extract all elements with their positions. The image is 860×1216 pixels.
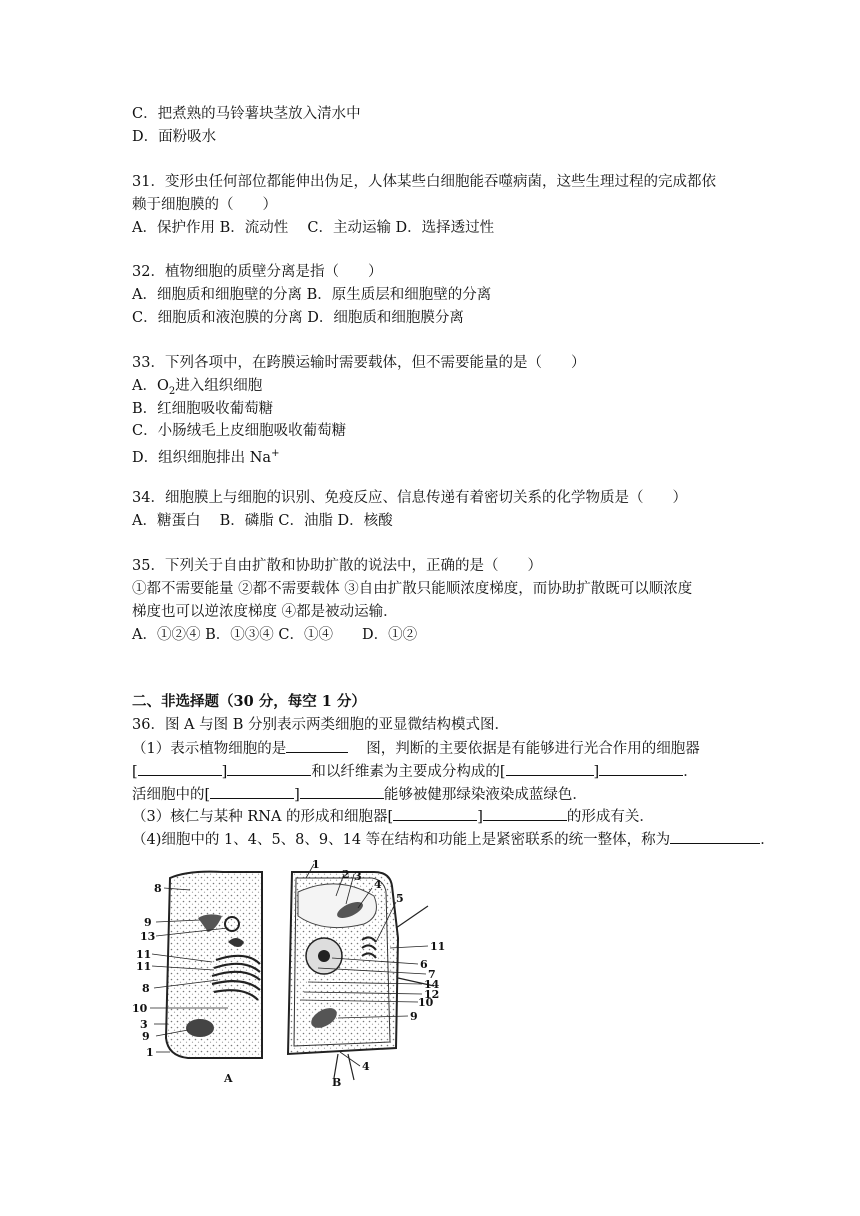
q36-part4-text: （4)细胞中的 1、4、5、8、9、14 等在结构和功能上是紧密联系的统一整体，称为	[132, 832, 671, 848]
label-b-14: 14	[424, 978, 440, 991]
label-b-4b: 4	[362, 1060, 370, 1073]
bracket-left: [	[204, 787, 211, 803]
bracket-right: ]	[477, 809, 483, 825]
bracket-right: ]	[294, 787, 300, 803]
q36-part2-line	[132, 784, 587, 805]
bracket-right: ]	[593, 764, 600, 780]
label-b-7: 7	[428, 968, 436, 981]
label-a-8: 8	[154, 882, 162, 895]
q33-a-subscript: 2	[168, 385, 176, 397]
label-b-2: 2	[342, 868, 350, 881]
line-end-punct: ．	[760, 832, 775, 848]
q31-stem-line1: 31．变形虫任何部位都能伸出伪足，人体某些白细胞能吞噬病菌，这些生理过程的完成都依	[132, 174, 716, 190]
q36-part1-line1	[132, 738, 700, 759]
q36-part1-line2	[132, 761, 698, 782]
label-a-10: 10	[132, 1002, 148, 1015]
mitochondrion-shape	[186, 1019, 214, 1037]
bracket-left: [	[132, 764, 138, 780]
answer-blank[interactable]	[599, 761, 683, 776]
label-b-12: 12	[424, 988, 440, 1001]
q35-statements-line1: ①都不需要能量 ②都不需要载体 ③自由扩散只能顺浓度梯度，而协助扩散既可以顺浓度	[132, 581, 693, 597]
label-b-4: 4	[374, 878, 382, 891]
bracket-right: ]	[221, 764, 228, 780]
q36-part1-text-c: 和以纤维素为主要成分构成的	[311, 764, 500, 780]
q36-part2-text-a: 活细胞中的	[132, 787, 205, 803]
q31-stem-line2: 赖于细胞膜的（ ）	[132, 197, 277, 213]
q32-stem: 32．植物细胞的质壁分离是指（ ）	[132, 264, 383, 280]
answer-blank[interactable]	[286, 738, 348, 753]
answer-blank[interactable]	[300, 784, 384, 799]
label-b-10: 10	[418, 996, 434, 1009]
label-b-6: 6	[420, 958, 428, 971]
answer-blank[interactable]	[393, 806, 477, 821]
answer-blank[interactable]	[506, 761, 594, 776]
q33-option-d	[132, 444, 279, 468]
q33-d-superscript: +	[271, 448, 280, 459]
label-a-8b: 8	[142, 982, 150, 995]
nucleolus-shape	[318, 950, 330, 962]
label-b-1: 1	[312, 858, 320, 871]
q35-stem: 35．下列关于自由扩散和协助扩散的说法中，正确的是（ ）	[132, 558, 542, 574]
label-b-9: 9	[410, 1010, 418, 1023]
q36-part1-text-a: （1）表示植物细胞的是	[132, 741, 287, 757]
label-b-11: 11	[430, 940, 446, 953]
answer-blank[interactable]	[670, 829, 760, 844]
answer-blank[interactable]	[483, 806, 567, 821]
q35-statements-line2: 梯度也可以逆浓度梯度 ④都是被动运输．	[132, 604, 398, 620]
cell-structure-figure	[128, 858, 450, 1090]
figure-label-b: B	[332, 1076, 342, 1089]
answer-blank[interactable]	[227, 761, 311, 776]
label-a-9b: 9	[142, 1030, 150, 1043]
q33-stem: 33．下列各项中，在跨膜运输时需要载体，但不需要能量的是（ ）	[132, 355, 586, 371]
q34-options: A．糖蛋白 B．磷脂 C．油脂 D．核酸	[132, 513, 393, 529]
q33-option-a	[132, 376, 262, 402]
q36-part2-text-b: 能够被健那绿染液染成蓝绿色．	[383, 787, 587, 803]
q33-d-prefix: D．组织细胞排出 Na	[132, 449, 272, 466]
answer-blank[interactable]	[138, 761, 222, 776]
q33-a-prefix: A．O	[132, 378, 169, 394]
q36-part1-text-b: 图，判断的主要依据是有能够进行光合作用的细胞器	[366, 741, 700, 757]
section-heading: 二、非选择题（30 分，每空 1 分）	[132, 693, 366, 710]
label-b-3: 3	[354, 870, 362, 883]
label-a-1: 1	[146, 1046, 154, 1059]
animal-cell-a	[166, 872, 262, 1058]
answer-blank[interactable]	[210, 784, 294, 799]
label-a-3: 3	[140, 1018, 148, 1031]
line-end-punct: ．	[683, 764, 698, 780]
q33-option-c: C．小肠绒毛上皮细胞吸收葡萄糖	[132, 423, 347, 439]
q32-options-cd: C．细胞质和液泡膜的分离 D．细胞质和细胞膜分离	[132, 310, 464, 326]
q32-options-ab: A．细胞质和细胞壁的分离 B．原生质层和细胞壁的分离	[132, 287, 492, 303]
q33-option-b: B．红细胞吸收葡萄糖	[132, 401, 274, 417]
label-a-11b: 11	[136, 960, 152, 973]
q33-a-suffix: 进入组织细胞	[175, 378, 263, 394]
label-b-5: 5	[396, 892, 404, 905]
q34-stem: 34．细胞膜上与细胞的识别、免疫反应、信息传递有着密切关系的化学物质是（ ）	[132, 490, 687, 506]
q30-option-d: D．面粉吸水	[132, 129, 217, 145]
bracket-left: [	[499, 764, 506, 780]
q36-stem: 36．图 A 与图 B 分别表示两类细胞的亚显微结构模式图．	[132, 717, 510, 733]
q36-part3-text-a: （3）核仁与某种 RNA 的形成和细胞器	[132, 809, 388, 825]
label-a-13: 13	[140, 930, 156, 943]
q36-part4-line	[132, 829, 775, 850]
label-a-11: 11	[136, 948, 152, 961]
label-a-9: 9	[144, 916, 152, 929]
q35-options: A．①②④ B．①③④ C．①④ D．①②	[132, 627, 418, 643]
q30-option-c: C．把煮熟的马铃薯块茎放入清水中	[132, 106, 361, 122]
q31-options: A．保护作用 B．流动性 C．主动运输 D．选择透过性	[132, 220, 495, 236]
q36-part3-line	[132, 806, 654, 827]
figure-label-a: A	[224, 1072, 233, 1085]
q36-part3-text-b: 的形成有关．	[566, 809, 654, 825]
bracket-left: [	[387, 809, 394, 825]
